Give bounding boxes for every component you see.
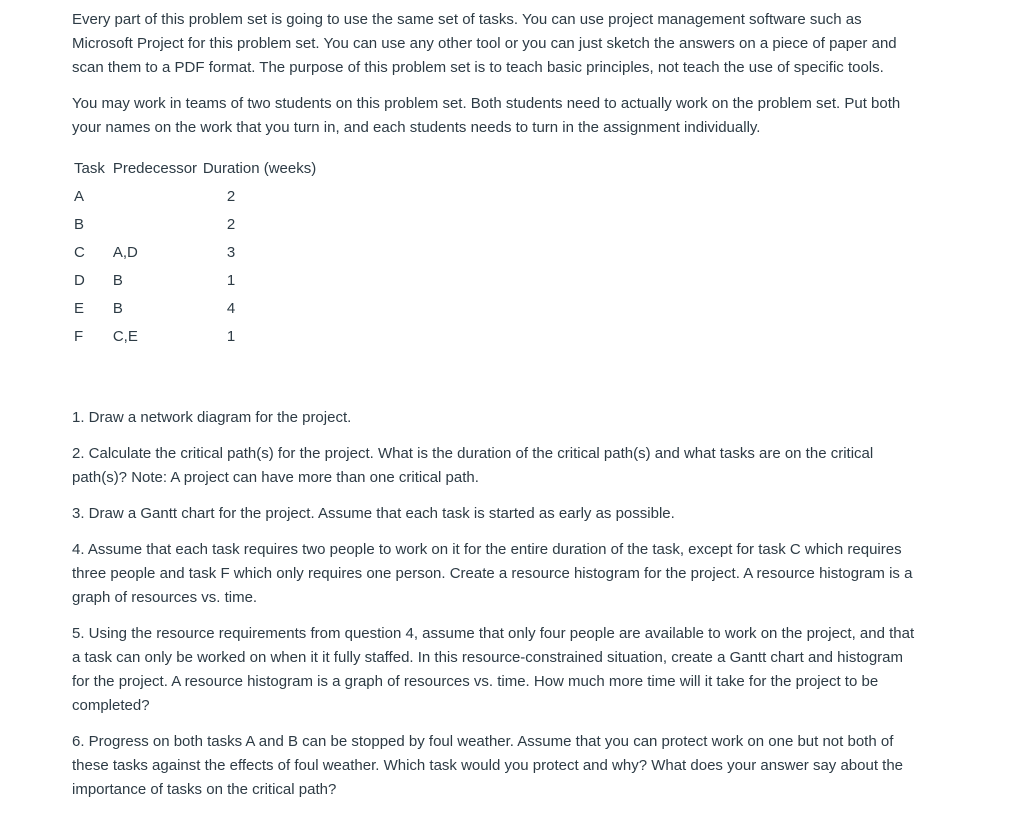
table-row — [72, 210, 349, 238]
question-5: 5. Using the resource requirements from question 4, assume that only four people are available to work on the project, and that a task can only be worked on when it it fully staffed. In this resource-constrained situation, create a Gantt chart and histogram for the project. A resource histogram is a graph of resources vs. time. How much more time will it take for the project to be completed? — [72, 625, 915, 714]
table-row — [72, 182, 349, 210]
table-row — [72, 266, 349, 294]
intro-paragraph-2: You may work in teams of two students on this problem set. Both students need to actually work on the problem set. Put both your names on the work that you turn in, and each students needs to turn in the assignment individually. — [72, 95, 901, 136]
task-id: C — [74, 243, 85, 261]
assignment-content — [72, 8, 917, 814]
task-table — [72, 154, 349, 350]
header-duration: Duration (weeks) — [202, 159, 317, 177]
question-6: 6. Progress on both tasks A and B can be stopped by foul weather. Assume that you can protect work on one but not both of these tasks against the effects of foul weather. Which task would you protect and why? What does your answer say about the importance of tasks on the critical path? — [72, 733, 904, 798]
task-predecessor: C,E — [112, 327, 138, 345]
task-predecessor: B — [112, 271, 123, 289]
task-predecessor — [107, 210, 201, 238]
task-id: E — [74, 299, 85, 317]
task-id: D — [74, 271, 85, 289]
task-duration: 1 — [226, 271, 236, 289]
task-predecessor — [107, 182, 201, 210]
question-4: 4. Assume that each task requires two people to work on it for the entire duration of the task, except for task C which requires three people and task F which only requires one person. Create a resource histogram for the project. A resource histogram is a graph of resources vs. time. — [72, 541, 913, 606]
table-row — [72, 294, 349, 322]
task-id: B — [74, 215, 85, 233]
task-id: A — [74, 187, 85, 205]
task-duration: 2 — [226, 187, 236, 205]
intro-paragraph-1: Every part of this problem set is going to use the same set of tasks. You can use project management software such as Microsoft Project for this problem set. You can use any other tool or you can just sketch the answers on a piece of paper and scan them to a PDF format. The purpose of this problem set is to teach basic principles, not teach the use of specific tools. — [72, 11, 897, 76]
question-list — [72, 406, 917, 802]
table-row — [72, 238, 349, 266]
task-duration: 1 — [226, 327, 236, 345]
task-predecessor: B — [112, 299, 123, 317]
task-duration: 3 — [226, 243, 236, 261]
question-1: 1. Draw a network diagram for the project. — [72, 409, 352, 426]
header-task: Task — [74, 159, 105, 177]
header-predecessor: Predecessor — [112, 159, 198, 177]
task-id: F — [74, 327, 84, 345]
table-row — [72, 322, 349, 350]
question-3: 3. Draw a Gantt chart for the project. Assume that each task is started as early as possible. — [72, 505, 675, 522]
task-duration: 2 — [226, 215, 236, 233]
question-2: 2. Calculate the critical path(s) for the project. What is the duration of the critical path(s) and what tasks are on the critical path(s)? Note: A project can have more than one critical path. — [72, 445, 874, 486]
task-predecessor: A,D — [112, 243, 138, 261]
task-duration: 4 — [226, 299, 236, 317]
task-table-header-row — [72, 154, 349, 182]
